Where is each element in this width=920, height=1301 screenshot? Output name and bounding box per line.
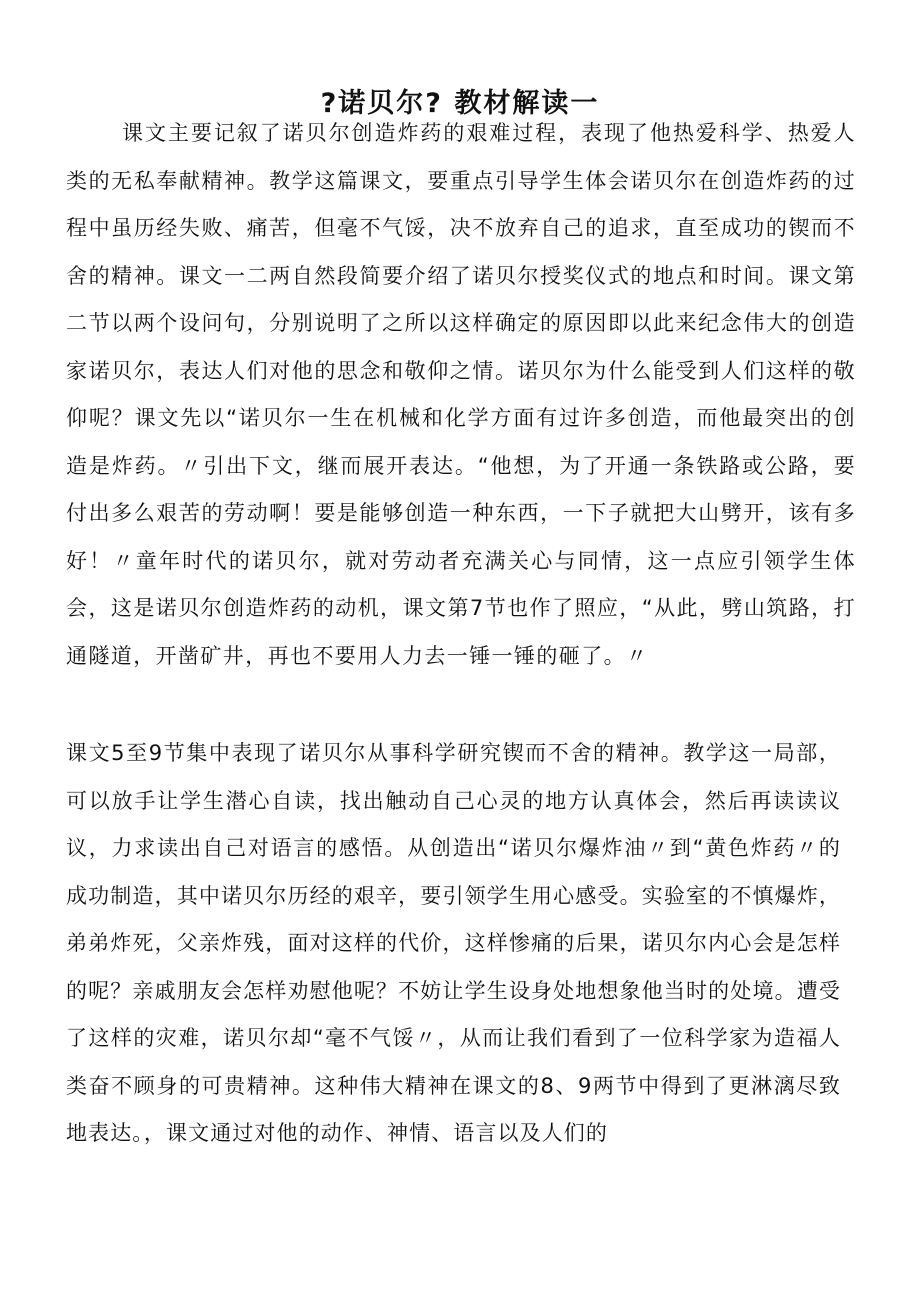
paragraph-sections-5-9: 课文5至9节集中表现了诺贝尔从事科学研究锲而不舍的精神。教学这一局部，可以放手让学生潜心自读，找出触动自己心灵的地方认真体会，然后再读读议议，力求读出自己对语言的感悟。从创造出“诺贝尔爆炸油〃到“黄色炸药〃的成功制造，其中诺贝尔历经的艰辛，要引领学生用心感受。实验室的不慎爆炸，弟弟炸死，父亲炸残，面对这样的代价，这样惨痛的后果，诺贝尔内心会是怎样的呢？亲戚朋友会怎样劝慰他呢？不妨让学生设身处地想象他当时的处境。遭受了这样的灾难，诺贝尔却“毫不气馁〃，从而让我们看到了一位科学家为造福人类奋不顾身的可贵精神。这种伟大精神在课文的8、9两节中得到了更淋漓尽致地表达。，课文通过对他的动作、神情、语言以及人们的 (66, 741, 841, 1145)
document-title: ?诺贝尔? 教材解读一 (320, 88, 600, 120)
paragraph-intro: 课文主要记叙了诺贝尔创造炸药的艰难过程，表现了他热爱科学、热爱人类的无私奉献精神。教学这篇课文，要重点引导学生体会诺贝尔在创造炸药的过程中虽历经失败、痛苦，但毫不气馁，决不放弃自己的追求，直至成功的锲而不舍的精神。课文一二两自然段简要介绍了诺贝尔授奖仪式的地点和时间。课文第二节以两个设问句，分别说明了之所以这样确定的原因即以此来纪念伟大的创造家诺贝尔，表达人们对他的思念和敬仰之情。诺贝尔为什么能受到人们这样的敬仰呢？课文先以“诺贝尔一生在机械和化学方面有过许多创造，而他最突出的创造是炸药。〃引出下文，继而展开表达。“他想，为了开通一条铁路或公路，要付出多么艰苦的劳动啊！要是能够创造一种东西，一下子就把大山劈开，该有多好！〃童年时代的诺贝尔，就对劳动者充满关心与同情，这一点应引领学生体会，这是诺贝尔创造炸药的动机，课文第7节也作了照应，“从此，劈山筑路，打通隧道，开凿矿井，再也不要用人力去一锤一锤的砸了。〃 (66, 121, 856, 668)
